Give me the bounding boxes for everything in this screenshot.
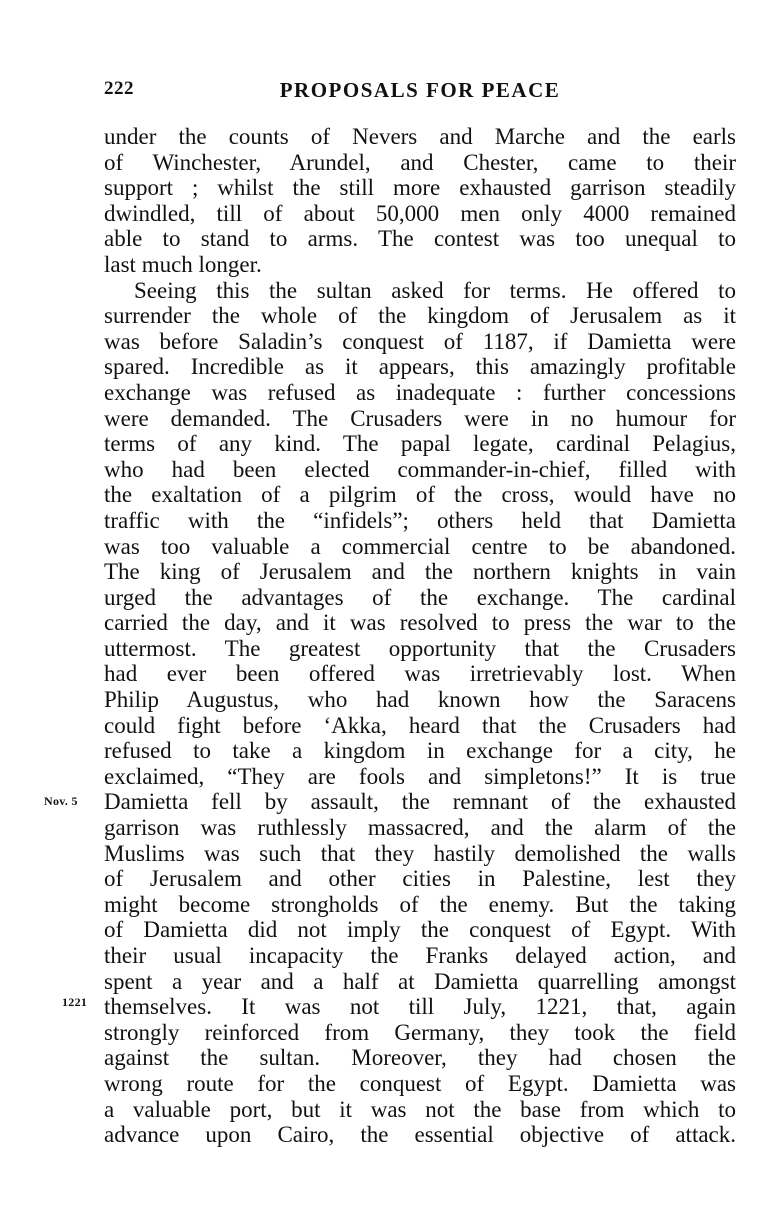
page-number: 222: [104, 78, 134, 99]
margin-note-year: 1221: [62, 995, 88, 1009]
text-line: carried the day, and it was resolved to press the war to the: [104, 610, 736, 636]
text-line: able to stand to arms. The contest was too unequal to: [104, 226, 736, 252]
margin-note-date: Nov. 5: [44, 794, 78, 808]
text-line: themselves. It was not till July, 1221, that, again: [104, 994, 736, 1020]
text-line: spared. Incredible as it appears, this amazingly profitable: [104, 354, 736, 380]
text-line: wrong route for the conquest of Egypt. Damietta was: [104, 1070, 736, 1096]
text-line: might become strongholds of the enemy. But the taking: [104, 891, 736, 917]
text-line: dwindled, till of about 50,000 men only 4000 remained: [104, 200, 736, 226]
text-line: Philip Augustus, who had known how the Saracens: [104, 687, 736, 713]
text-line: were demanded. The Crusaders were in no humour for: [104, 405, 736, 431]
text-line: was before Saladin’s conquest of 1187, if Damietta were: [104, 328, 736, 354]
text-line: against the sultan. Moreover, they had chosen the: [104, 1045, 736, 1071]
running-head: PROPOSALS FOR PEACE: [279, 78, 561, 102]
text-line: urged the advantages of the exchange. The cardinal: [104, 584, 736, 610]
text-line: surrender the whole of the kingdom of Jerusalem as it: [104, 303, 736, 329]
text-line: a valuable port, but it was not the base from which to: [104, 1096, 736, 1122]
text-line: advance upon Cairo, the essential objective of attack.: [104, 1122, 736, 1148]
text-line: The king of Jerusalem and the northern knights in vain: [104, 559, 736, 585]
text-line: could fight before ‘Akka, heard that the Crusaders had: [104, 712, 736, 738]
text-line: support ; whilst the still more exhausted garrison steadily: [104, 175, 736, 201]
text-line: was too valuable a commercial centre to be abandoned.: [104, 533, 736, 559]
text-line: spent a year and a half at Damietta quarrelling amongst: [104, 968, 736, 994]
page-header: [104, 78, 736, 108]
text-line: uttermost. The greatest opportunity that the Crusaders: [104, 635, 736, 661]
text-line: terms of any kind. The papal legate, cardinal Pelagius,: [104, 431, 736, 457]
text-line: of Damietta did not imply the conquest of Egypt. With: [104, 917, 736, 943]
text-line: Damietta fell by assault, the remnant of the exhausted: [104, 789, 736, 815]
text-line: garrison was ruthlessly massacred, and the alarm of the: [104, 815, 736, 841]
text-line: had ever been offered was irretrievably lost. When: [104, 661, 736, 687]
text-line: who had been elected commander-in-chief, filled with: [104, 456, 736, 482]
paragraph-start: Seeing this the sultan asked for terms. He offered to: [134, 277, 736, 303]
text-line: traffic with the “infidels”; others held that Damietta: [104, 507, 736, 533]
text-line: exclaimed, “They are fools and simpletons!” It is true: [104, 763, 736, 789]
text-line: exchange was refused as inadequate : further concessions: [104, 379, 736, 405]
text-line: under the counts of Nevers and Marche and the earls: [104, 124, 736, 149]
text-line: refused to take a kingdom in exchange for a city, he: [104, 738, 736, 764]
text-line: their usual incapacity the Franks delayed action, and: [104, 943, 736, 968]
text-line: of Winchester, Arundel, and Chester, came to their: [104, 149, 736, 175]
text-line: last much longer.: [104, 251, 262, 277]
text-line: Muslims was such that they hastily demolished the walls: [104, 840, 736, 866]
text-line: the exaltation of a pilgrim of the cross, would have no: [104, 482, 736, 508]
text-line: of Jerusalem and other cities in Palestine, lest they: [104, 866, 736, 892]
body-text: [104, 124, 736, 1148]
text-line: strongly reinforced from Germany, they took the field: [104, 1019, 736, 1045]
